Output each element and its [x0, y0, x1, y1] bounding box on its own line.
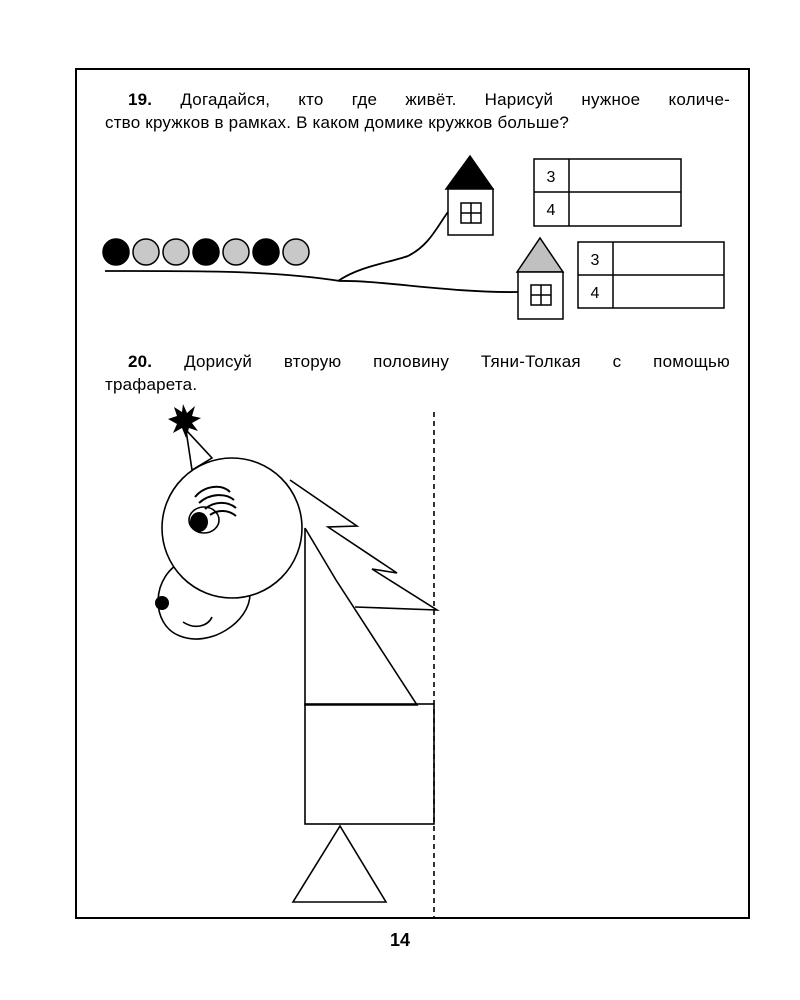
circle-black — [103, 239, 129, 265]
answer-table-lower — [578, 242, 724, 308]
neck — [305, 528, 417, 705]
box-label: 3 — [590, 252, 600, 269]
task-19-line-1: Догадайся, кто где живёт. Нарисуй нужное количе- — [180, 90, 730, 109]
answer-table-upper — [534, 159, 681, 226]
page-number: 14 — [389, 930, 411, 950]
circle-gray — [133, 239, 159, 265]
house-roof-black — [446, 156, 493, 189]
circle-black — [253, 239, 279, 265]
head — [162, 458, 302, 598]
answer-field[interactable] — [614, 276, 723, 307]
body — [305, 704, 434, 824]
path-to-upper-house — [338, 212, 448, 281]
house-black-roof — [446, 156, 493, 235]
answer-field[interactable] — [570, 160, 680, 191]
mane — [290, 480, 437, 610]
circle-black — [193, 239, 219, 265]
circle-gray — [163, 239, 189, 265]
push-me-pull-you-half — [155, 404, 437, 918]
circle-gray — [223, 239, 249, 265]
circle-gray — [283, 239, 309, 265]
star-icon — [168, 404, 201, 438]
pupil — [190, 512, 208, 532]
task-20-line-2: трафарета. — [105, 375, 198, 394]
answer-field[interactable] — [570, 193, 680, 225]
box-label: 4 — [546, 202, 556, 219]
circle-row — [103, 239, 309, 265]
house-gray-roof — [517, 238, 563, 319]
task-19-number: 19. — [128, 90, 153, 109]
box-label: 3 — [546, 169, 556, 186]
house-roof-gray — [517, 238, 563, 272]
task-20-number: 20. — [128, 352, 153, 371]
answer-field[interactable] — [614, 243, 723, 274]
box-label: 4 — [590, 285, 600, 302]
task-19-line-2: ство кружков в рамках. В каком домике кружков больше? — [105, 113, 569, 132]
ground-path — [105, 271, 518, 292]
task-20-line-1: Дорисуй вторую половину Тяни-Толкая с помощью — [184, 352, 730, 371]
nose — [155, 596, 169, 610]
leg — [293, 826, 386, 902]
